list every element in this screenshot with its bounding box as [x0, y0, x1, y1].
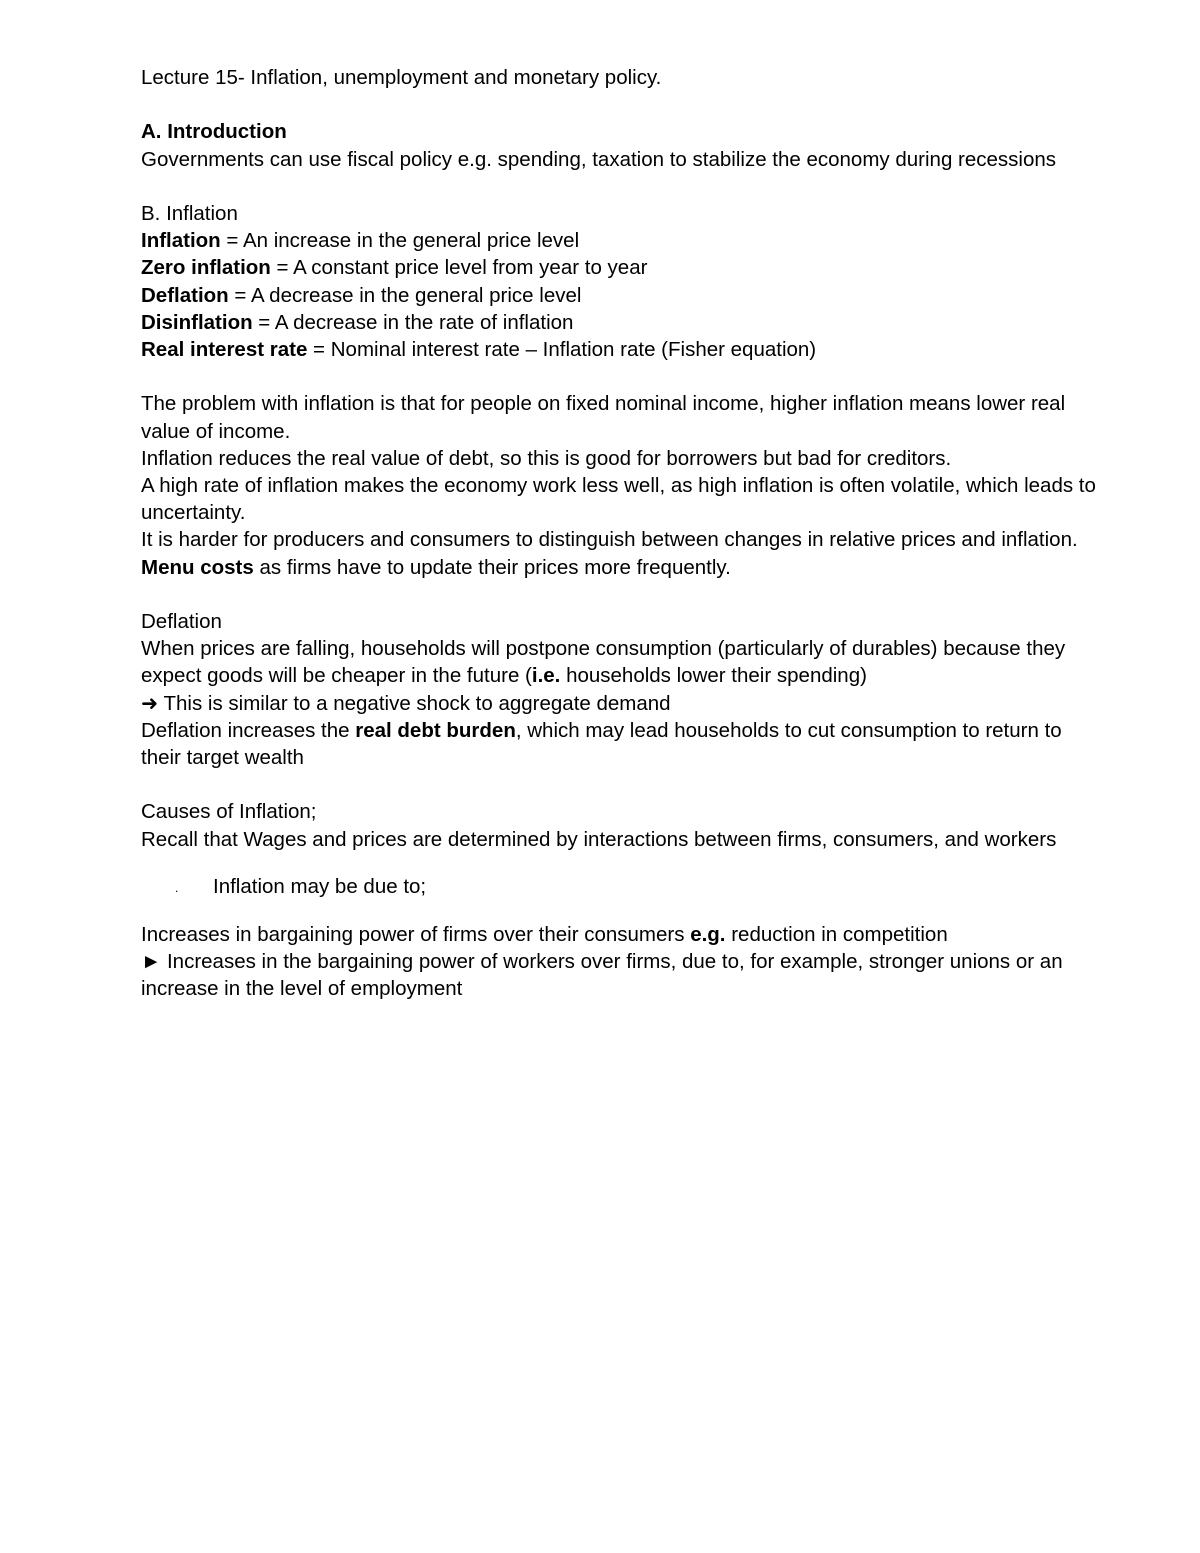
- deflation-text: Deflation increases the: [141, 718, 356, 742]
- definition-separator: =: [252, 310, 275, 334]
- definition-text: A decrease in the general price level: [250, 283, 582, 307]
- spacer: [141, 173, 1101, 200]
- real-debt-burden-term: real debt burden: [355, 718, 516, 742]
- problem-paragraph-1: The problem with inflation is that for people on fixed nominal income, higher inflation means lower real value of income.: [141, 392, 1071, 443]
- definition-separator: =: [307, 338, 331, 361]
- problem-paragraph-4: It is harder for producers and consumers to distinguish between changes in relative prices and inflation.: [141, 528, 1078, 552]
- definition-text: A constant price level from year to year: [293, 256, 648, 280]
- definition-real-interest-rate: [141, 336, 1101, 363]
- definition-term: Inflation: [141, 229, 221, 253]
- definition-zero-inflation: [141, 254, 1101, 281]
- spacer: [141, 91, 1101, 118]
- causes-text: Increases in bargaining power of firms over their consumers: [141, 923, 691, 947]
- deflation-heading: Deflation: [141, 610, 222, 633]
- deflation-text: households lower their spending): [560, 664, 867, 688]
- definition-term: Deflation: [141, 283, 229, 307]
- deflation-text: , which may lead households to cut consumption to return to their target wealth: [141, 718, 1068, 770]
- bullet-dot-icon: .: [175, 881, 179, 896]
- document-page: [141, 64, 1101, 1003]
- definition-deflation: [141, 282, 1101, 309]
- deflation-paragraph-2: ➜ This is similar to a negative shock to aggregate demand: [141, 691, 671, 715]
- definition-term: Real interest rate: [141, 338, 308, 361]
- deflation-paragraph-1: [141, 635, 1101, 689]
- section-a-heading: A. Introduction: [141, 120, 287, 144]
- causes-paragraph-1: Recall that Wages and prices are determined by interactions between firms, consumers, and workers: [141, 827, 1057, 851]
- spacer: [141, 581, 1101, 608]
- definition-disinflation: [141, 309, 1101, 336]
- definition-text: An increase in the general price level: [242, 229, 580, 253]
- definition-term: Disinflation: [141, 310, 253, 334]
- causes-bullet-text: Inflation may be due to;: [213, 875, 427, 899]
- section-b-heading: B. Inflation: [141, 201, 238, 225]
- spacer: [141, 771, 1101, 798]
- section-a-text: Governments can use fiscal policy e.g. spending, taxation to stabilize the economy during recessions: [141, 147, 1057, 171]
- definition-text: Nominal interest rate – Inflation rate (Fisher equation): [330, 338, 817, 361]
- deflation-text: When prices are falling, households will postpone consumption (particularly of durables) because they expect goods will be cheaper in the future (: [141, 637, 1071, 688]
- problem-paragraph-2: Inflation reduces the real value of debt, so this is good for borrowers but bad for creditors.: [141, 446, 952, 470]
- menu-costs-text: as firms have to update their prices more frequently.: [253, 555, 731, 579]
- spacer: [141, 363, 1101, 390]
- causes-heading: Causes of Inflation;: [141, 800, 317, 824]
- causes-text: reduction in competition: [725, 923, 948, 947]
- definition-separator: =: [270, 256, 294, 280]
- eg-abbrev: e.g.: [690, 923, 726, 947]
- definition-term: Zero inflation: [141, 256, 271, 280]
- causes-paragraph-4: ► Increases in the bargaining power of workers over firms, due to, for example, stronger unions or an increase in the level of employment: [141, 950, 1069, 1001]
- causes-bullet-item: [141, 873, 1101, 900]
- document-title: Lecture 15- Inflation, unemployment and monetary policy.: [141, 66, 662, 89]
- definition-text: A decrease in the rate of inflation: [274, 310, 574, 334]
- definition-separator: =: [228, 283, 251, 307]
- menu-costs-term: Menu costs: [141, 555, 254, 579]
- causes-paragraph-3: [141, 921, 1101, 948]
- ie-abbrev: i.e.: [531, 664, 561, 688]
- definition-inflation: [141, 227, 1101, 254]
- problem-paragraph-5: [141, 554, 1101, 581]
- deflation-paragraph-3: [141, 717, 1101, 771]
- problem-paragraph-3: A high rate of inflation makes the economy work less well, as high inflation is often volatile, which leads to uncertainty.: [141, 474, 1102, 525]
- definition-separator: =: [220, 229, 243, 253]
